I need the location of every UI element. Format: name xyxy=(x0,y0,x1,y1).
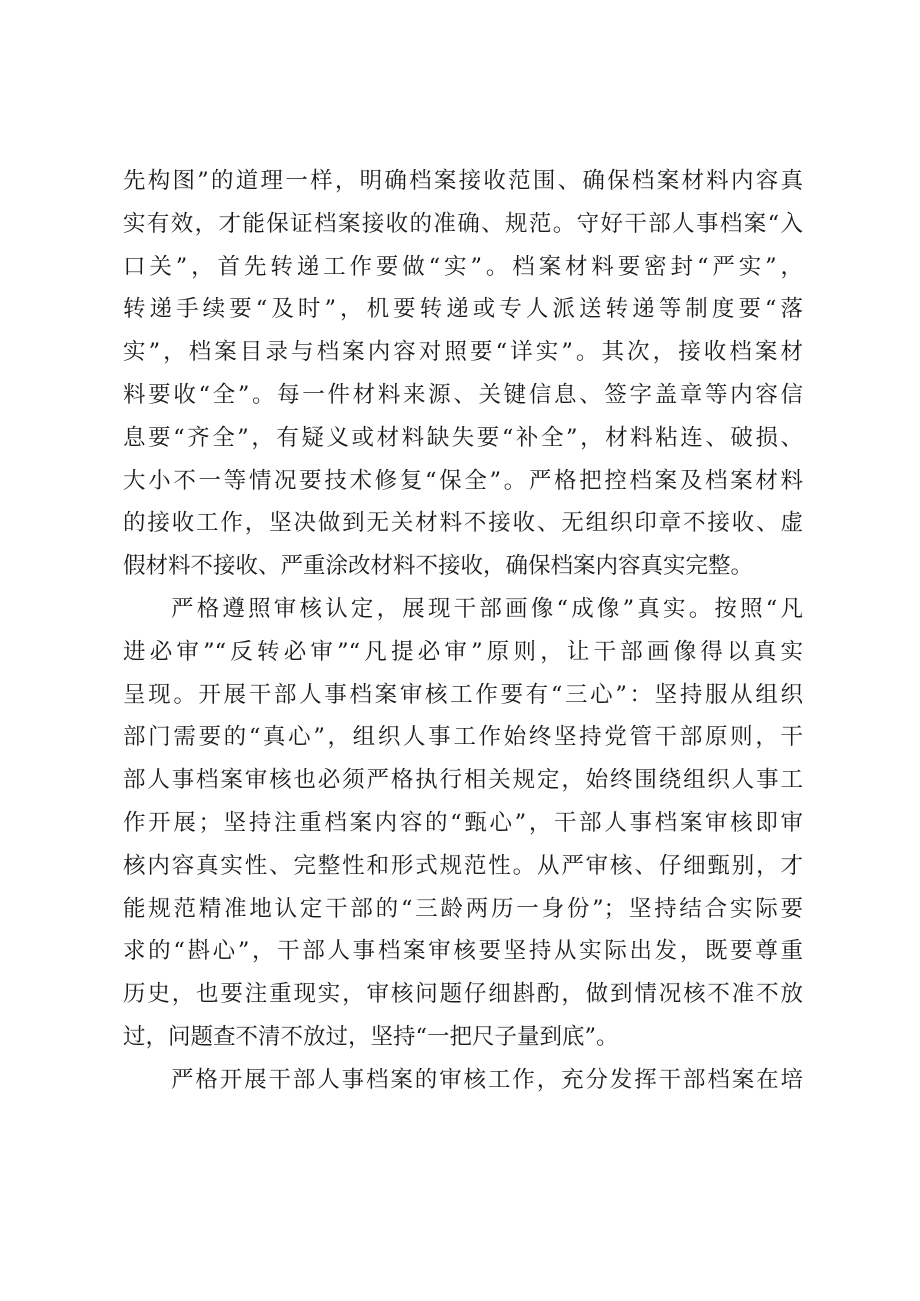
text-line: 求的“斟心”，干部人事档案审核要坚持从实际出发，既要尊重 xyxy=(123,938,803,965)
text-line: 作开展；坚持注重档案内容的“甄心”，干部人事档案审核即审 xyxy=(123,809,803,836)
text-line: 历史，也要注重现实，审核问题仔细斟酌，做到情况核不准不放 xyxy=(123,981,803,1008)
text-line: 进必审”“反转必审”“凡提必审”原则，让干部画像得以真实 xyxy=(123,638,803,665)
text-line: 呈现。开展干部人事档案审核工作要有“三心”：坚持服从组织 xyxy=(123,681,803,708)
document-body xyxy=(123,160,803,1102)
text-line: 假材料不接收、严重涂改材料不接收，确保档案内容真实完整。 xyxy=(123,553,754,580)
text-line: 核内容真实性、完整性和形式规范性。从严审核、仔细甄别，才 xyxy=(123,852,803,879)
text-line: 部门需要的“真心”，组织人事工作始终坚持党管干部原则，干 xyxy=(123,724,803,751)
text-line: 的接收工作，坚决做到无关材料不接收、无组织印章不接收、虚 xyxy=(123,510,803,537)
text-line: 严格遵照审核认定，展现干部画像“成像”真实。按照“凡 xyxy=(171,595,803,622)
text-line: 转递手续要“及时”，机要转递或专人派送转递等制度要“落 xyxy=(123,296,803,323)
text-line: 部人事档案审核也必须严格执行相关规定，始终围绕组织人事工 xyxy=(123,767,803,794)
text-line: 严格开展干部人事档案的审核工作，充分发挥干部档案在培 xyxy=(171,1066,803,1093)
text-line: 先构图”的道理一样，明确档案接收范围、确保档案材料内容真 xyxy=(123,168,803,194)
text-line: 息要“齐全”，有疑义或材料缺失要“补全”，材料粘连、破损、 xyxy=(123,424,803,451)
text-line: 过，问题查不清不放过，坚持“一把尺子量到底”。 xyxy=(123,1023,619,1050)
text-line: 实”，档案目录与档案内容对照要“详实”。其次，接收档案材 xyxy=(123,339,803,366)
text-line: 口关”，首先转递工作要做“实”。档案材料要密封“严实”， xyxy=(123,253,803,280)
text-line: 料要收“全”。每一件材料来源、关键信息、签字盖章等内容信 xyxy=(123,381,803,408)
paragraph-archive-intake xyxy=(123,160,803,588)
text-line: 能规范精准地认定干部的“三龄两历一身份”；坚持结合实际要 xyxy=(123,895,803,922)
paragraph-review-work xyxy=(123,1059,803,1102)
paragraph-review-certification xyxy=(123,588,803,1059)
text-line: 大小不一等情况要技术修复“保全”。严格把控档案及档案材料 xyxy=(123,467,803,494)
text-line: 实有效，才能保证档案接收的准确、规范。守好干部人事档案“入 xyxy=(123,210,803,237)
